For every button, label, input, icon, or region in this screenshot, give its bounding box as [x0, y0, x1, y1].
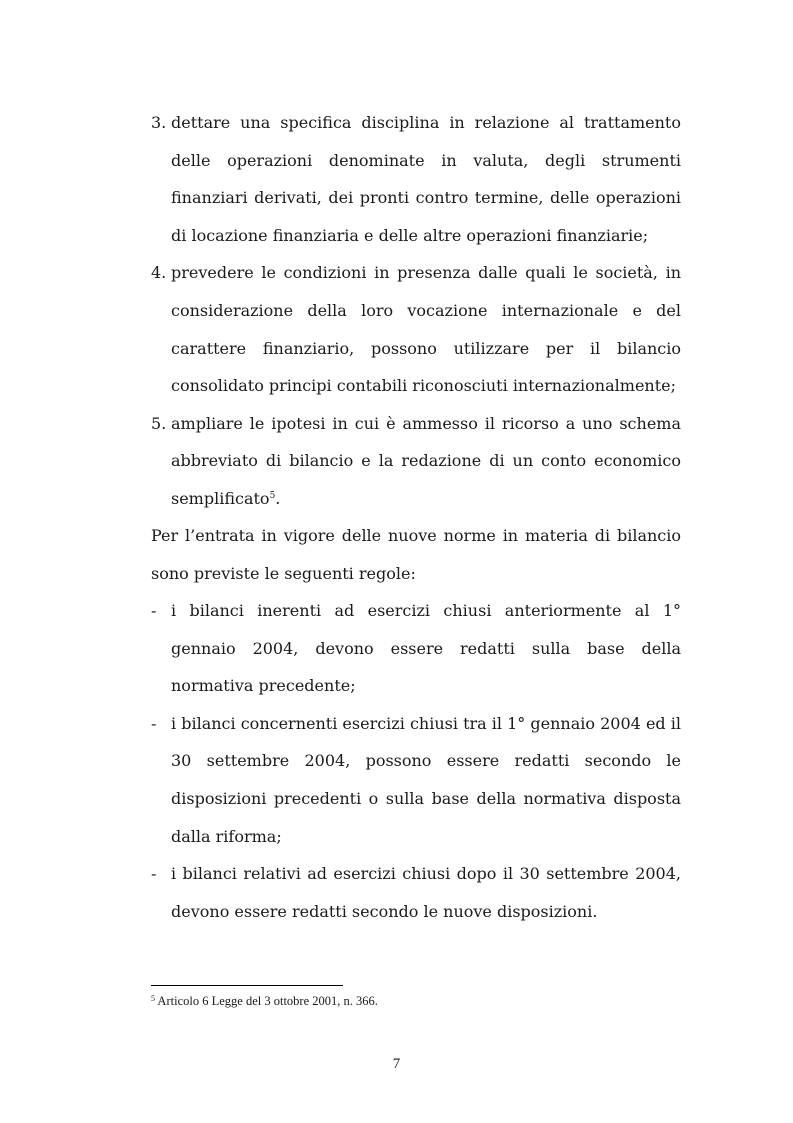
list-item-5 — [151, 405, 681, 518]
list-item-text: prevedere le condizioni in presenza dalle quali le società, in considerazione della loro vocazione internazionale e del carattere finanziario, possono utilizzare per il bilancio consolidato principi contabili riconosciuti internazionalmente; — [171, 263, 681, 396]
list-marker: - — [151, 601, 157, 620]
list-item-text-wrapper — [171, 405, 681, 518]
list-marker: 4. — [151, 263, 167, 283]
list-marker: 3. — [151, 113, 167, 132]
list-item-text: i bilanci relativi ad esercizi chiusi dopo il 30 settembre 2004, devono essere redatti secondo le nuove disposizioni. — [171, 864, 681, 921]
list-marker: - — [151, 864, 157, 884]
page-number: 7 — [392, 1056, 401, 1072]
list-item-dash — [151, 592, 681, 705]
list-item-text: ampliare le ipotesi in cui è ammesso il ricorso a uno schema abbreviato di bilancio e la redazione di un conto economico semplificato — [171, 413, 681, 508]
list-item-dash — [151, 855, 681, 930]
body-paragraph — [151, 517, 681, 592]
list-item-dash — [151, 705, 681, 855]
numbered-list — [151, 104, 681, 518]
dash-list — [151, 592, 681, 930]
list-item-4 — [151, 254, 681, 404]
footnote-marker: 5 — [151, 994, 155, 1003]
list-marker: - — [151, 713, 157, 733]
list-item-text: dettare una specifica disciplina in relazione al trattamento delle operazioni denominate in valuta, degli strumenti finanziari derivati, dei pronti contro termine, delle operazioni di locazione finanziaria e delle altre operazioni finanziarie; — [171, 113, 681, 245]
paragraph-text: Per l’entrata in vigore delle nuove norme in materia di bilancio sono previste le seguenti regole: — [151, 526, 681, 583]
footnote-divider — [151, 985, 343, 986]
list-marker: 5. — [151, 413, 167, 433]
footnote-reference[interactable]: 5 — [269, 490, 276, 501]
list-item-tail: . — [275, 488, 281, 508]
footnote-text: Articolo 6 Legge del 3 ottobre 2001, n. 366. — [155, 994, 378, 1008]
list-item-text: i bilanci inerenti ad esercizi chiusi anteriormente al 1° gennaio 2004, devono essere redatti sulla base della normativa precedente; — [171, 601, 681, 696]
list-item-3 — [151, 104, 681, 254]
list-item-text: i bilanci concernenti esercizi chiusi tra il 1° gennaio 2004 ed il 30 settembre 2004, possono essere redatti secondo le disposizioni precedenti o sulla base della normativa disposta dalla riforma; — [171, 713, 681, 846]
footnote — [151, 992, 681, 1010]
